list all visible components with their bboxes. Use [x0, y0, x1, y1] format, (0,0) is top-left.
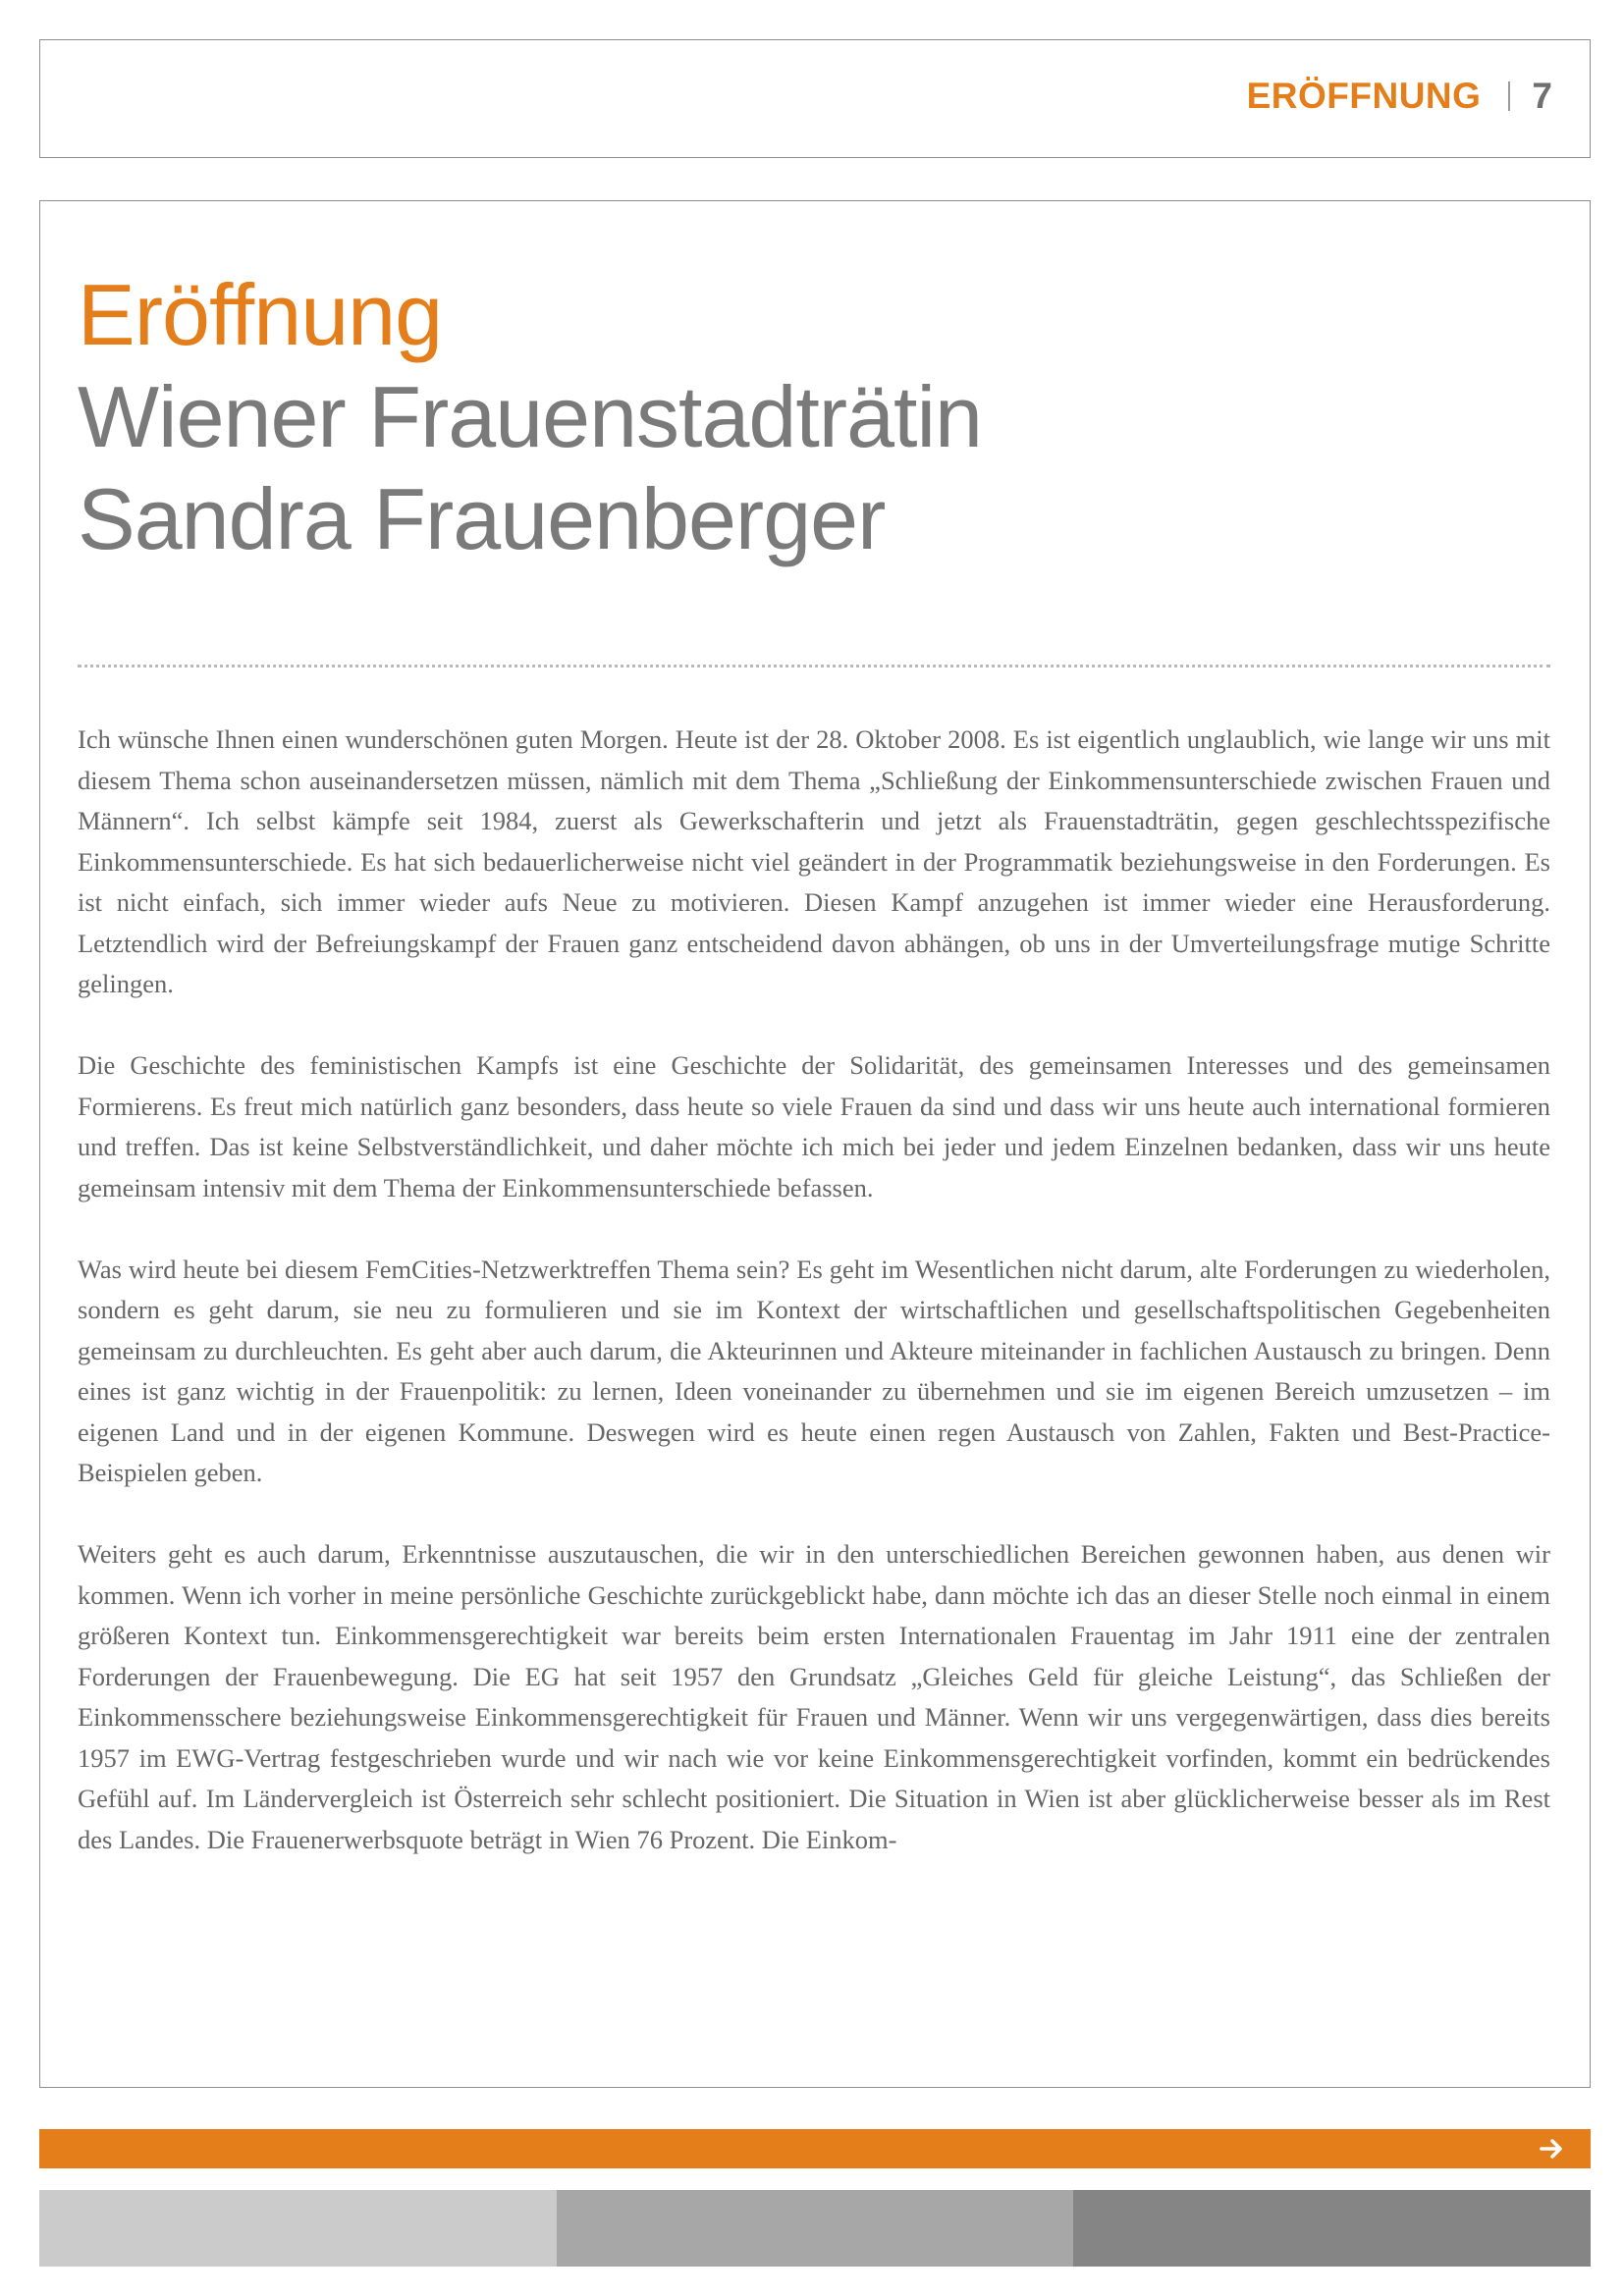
page-header	[39, 39, 1591, 158]
title-divider	[78, 665, 1550, 667]
paragraph: Was wird heute bei diesem FemCities-Netzwerktreffen Thema sein? Es geht im Wesentlichen nicht darum, alte Forderungen zu wiederholen, sondern es geht darum, sie neu zu formulieren und sie im Kontext der wirtschaftlichen und gesellschaftspolitischen Gegebenheiten gemeinsam zu durchleuchten. Es geht aber auch darum, die Akteurinnen und Akteure miteinander in fachlichen Austausch zu bringen. Denn eines ist ganz wichtig in der Frauenpolitik: zu lernen, Ideen voneinander zu übernehmen und sie im eigenen Bereich umzusetzen – im eigenen Land und in der eigenen Kommune. Deswegen wird es heute einen regen Austausch von Zahlen, Fakten und Best-Practice-Beispielen geben.	[78, 1254, 1550, 1487]
footer-bar-mid	[557, 2190, 1074, 2267]
body-text	[78, 720, 1550, 1860]
section-label: ERÖFFNUNG	[1246, 76, 1482, 116]
footer-bar-light	[39, 2190, 557, 2267]
page-number: 7	[1532, 76, 1552, 116]
footer-nav-bar	[39, 2129, 1591, 2168]
arrow-right-icon[interactable]	[1540, 2137, 1565, 2161]
title-line-section: Eröffnung	[78, 266, 443, 363]
title-line-role: Wiener Frauenstadträtin	[78, 368, 982, 465]
paragraph: Weiters geht es auch darum, Erkenntnisse auszutauschen, die wir in den unterschiedlichen Bereichen gewonnen haben, aus denen wir kommen. Wenn ich vorher in meine persönliche Geschichte zurückgeblickt habe, dann möchte ich das an dieser Stelle noch einmal in einem größeren Kontext tun. Einkommensgerechtigkeit war bereits beim ersten Internationalen Frauentag im Jahr 1911 eine der zentralen Forderungen der Frauenbewegung. Die EG hat seit 1957 den Grundsatz „Gleiches Geld für gleiche Leistung“, das Schließen der Einkommensschere beziehungsweise Einkommensgerechtigkeit für Frauen und Männer. Wenn wir uns vergegenwärtigen, dass dies bereits 1957 im EWG-Vertrag festgeschrieben wurde und wir nach wie vor keine Einkommensgerechtigkeit vorfinden, kommt ein bedrückendes Gefühl auf. Im Ländervergleich ist Österreich sehr schlecht positioniert. Die Situation in Wien ist aber glücklicherweise besser als im Rest des Landes. Die Frauenerwerbsquote beträgt in Wien 76 Prozent. Die Einkom-	[78, 1539, 1550, 1854]
paragraph: Ich wünsche Ihnen einen wunderschönen guten Morgen. Heute ist der 28. Oktober 2008. Es ist eigentlich unglaublich, wie lange wir uns mit diesem Thema schon auseinandersetzen müssen, nämlich mit dem Thema „Schließung der Einkommensunterschiede zwischen Frauen und Männern“. Ich selbst kämpfe seit 1984, zuerst als Gewerkschafterin und jetzt als Frauenstadträtin, gegen geschlechtsspezifische Einkommensunterschiede. Es hat sich bedauerlicherweise nicht viel geändert in der Programmatik beziehungsweise in den Forderungen. Es ist nicht einfach, sich immer wieder aufs Neue zu motivieren. Diesen Kampf anzugehen ist immer wieder eine Herausforderung. Letztendlich wird der Befreiungskampf der Frauen ganz entscheidend davon abhängen, ob uns in der Umverteilungsfrage mutige Schritte gelingen.	[78, 724, 1550, 998]
content-frame	[39, 200, 1591, 2088]
footer-bar-dark	[1073, 2190, 1591, 2267]
header-divider	[1508, 81, 1510, 111]
title-line-name: Sandra Frauenberger	[78, 470, 886, 567]
header-section-info	[1247, 78, 1552, 114]
page-title	[78, 264, 982, 570]
paragraph: Die Geschichte des feministischen Kampfs ist eine Geschichte der Solidarität, des gemeinsamen Interesses und des gemeinsamen Formierens. Es freut mich natürlich ganz besonders, dass heute so viele Frauen da sind und dass wir uns heute auch international formieren und treffen. Das ist keine Selbstverständlichkeit, und daher möchte ich mich bei jeder und jedem Einzelnen bedanken, dass wir uns heute gemeinsam intensiv mit dem Thema der Einkommensunterschiede befassen.	[78, 1050, 1550, 1202]
footer-color-bars	[39, 2190, 1591, 2267]
